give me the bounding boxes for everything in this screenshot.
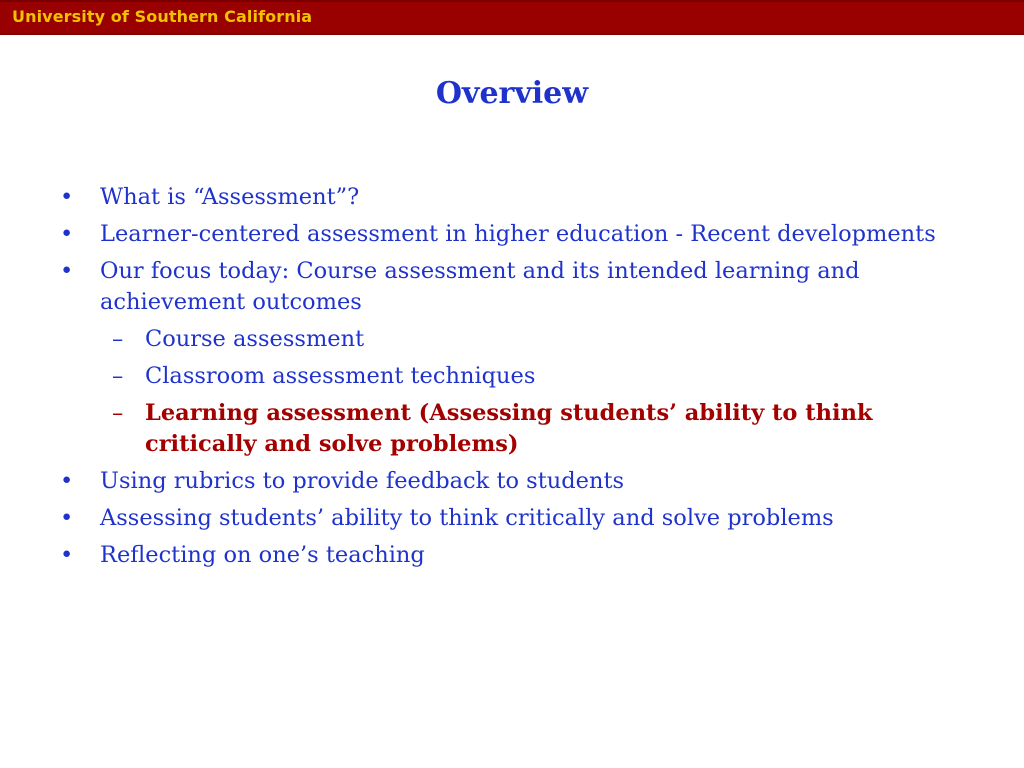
bullet-item [58,219,968,250]
institution-name: University of Southern California [12,7,313,26]
bullet-text: Using rubrics to provide feedback to students [100,468,625,494]
bullet-text: Reflecting on one’s teaching [100,542,425,568]
slide-title: Overview [435,76,589,111]
bullet-marker: • [60,258,74,284]
bullet-text: Our focus today: Course assessment and its intended learning and achievement outcomes [100,258,860,315]
sub-bullet-text: Learning assessment (Assessing students’ ability to think critically and solve problems) [145,400,873,457]
dash-marker: – [112,400,124,426]
bullet-item [58,466,968,497]
sub-bullet-text: Course assessment [145,326,365,352]
highlighted-sub-bullet-item [58,398,968,460]
sub-bullet-item [58,324,968,355]
header-banner [0,0,1024,35]
bullet-marker: • [60,505,74,531]
sub-bullet-text: Classroom assessment techniques [145,363,536,389]
bullet-text: Learner-centered assessment in higher education - Recent developments [100,221,936,247]
bullet-marker: • [60,542,74,568]
dash-marker: – [112,326,124,352]
bullet-marker: • [60,184,74,210]
bullet-marker: • [60,221,74,247]
sub-bullet-item [58,361,968,392]
bullet-list [58,182,968,577]
bullet-item [58,540,968,571]
bullet-text: Assessing students’ ability to think critically and solve problems [100,505,834,531]
bullet-item [58,503,968,534]
bullet-marker: • [60,468,74,494]
bullet-item [58,182,968,213]
bullet-item [58,256,968,318]
dash-marker: – [112,363,124,389]
bullet-text: What is “Assessment”? [100,184,360,210]
